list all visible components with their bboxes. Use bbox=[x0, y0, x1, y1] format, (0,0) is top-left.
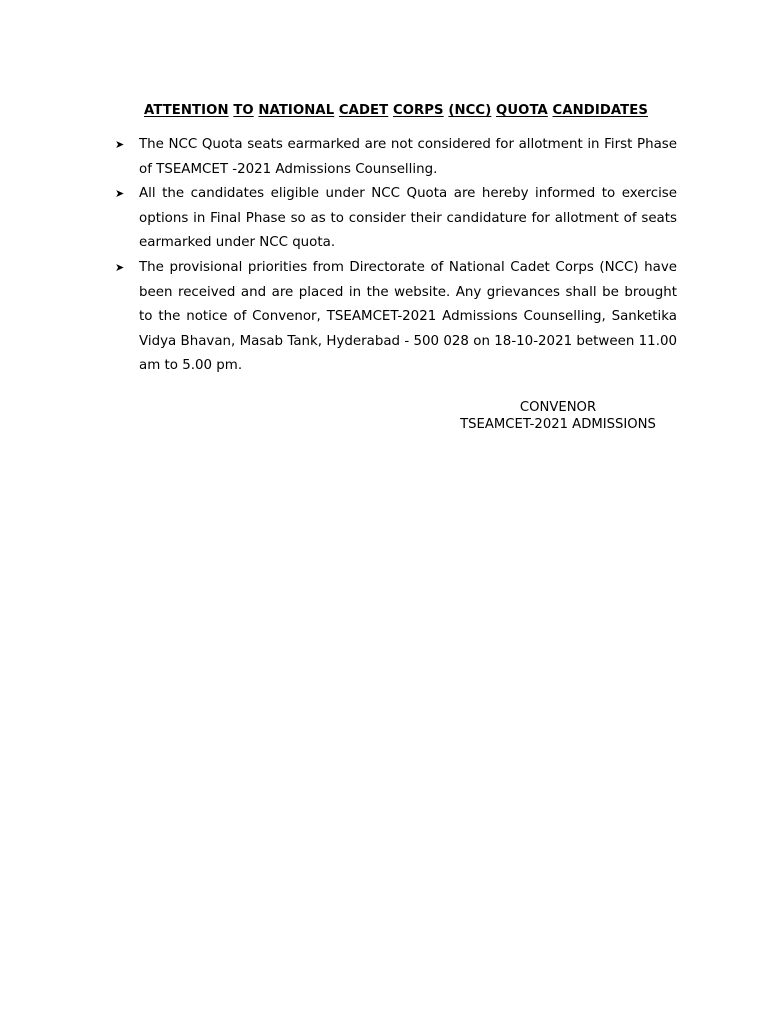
heading-word: QUOTA bbox=[496, 103, 548, 118]
bullet-text: The provisional priorities from Directorate of National Cadet Corps (NCC) have been received and are placed in the website. Any grievances shall be brought to the notice of Convenor, TSEAMCET-2021 Admissions Counselling, Sanketika Vidya Bhavan, Masab Tank, Hyderabad - 500 028 on 18-10-2021 between 11.00 am to 5.00 pm. bbox=[139, 259, 677, 374]
signature-office: TSEAMCET-2021 ADMISSIONS bbox=[460, 417, 656, 432]
heading-word: (NCC) bbox=[448, 103, 492, 118]
bullet-text: The NCC Quota seats earmarked are not considered for allotment in First Phase of TSEAMCET -2021 Admissions Counselling. bbox=[139, 137, 677, 177]
heading-word: CANDIDATES bbox=[552, 103, 648, 118]
signature-title: CONVENOR bbox=[519, 400, 597, 415]
bullet-item bbox=[115, 256, 677, 379]
heading-word: NATIONAL bbox=[258, 103, 335, 118]
heading-word: TO bbox=[233, 103, 254, 118]
arrowhead-bullet-icon: ➤ bbox=[115, 260, 125, 274]
arrowhead-bullet-icon: ➤ bbox=[115, 187, 125, 201]
arrowhead-bullet-icon: ➤ bbox=[115, 138, 125, 151]
heading-word: ATTENTION bbox=[144, 103, 229, 118]
bullet-item bbox=[115, 133, 677, 182]
signature-block bbox=[440, 399, 676, 433]
bullet-item bbox=[115, 182, 677, 256]
bullet-text: All the candidates eligible under NCC Quota are hereby informed to exercise options in Final Phase so as to consider their candidature for allotment of seats earmarked under NCC quota. bbox=[139, 186, 677, 251]
notice-heading bbox=[100, 103, 692, 118]
heading-word: CADET bbox=[338, 103, 389, 118]
notice-bullet-list bbox=[115, 133, 677, 379]
heading-word: CORPS bbox=[392, 103, 444, 118]
